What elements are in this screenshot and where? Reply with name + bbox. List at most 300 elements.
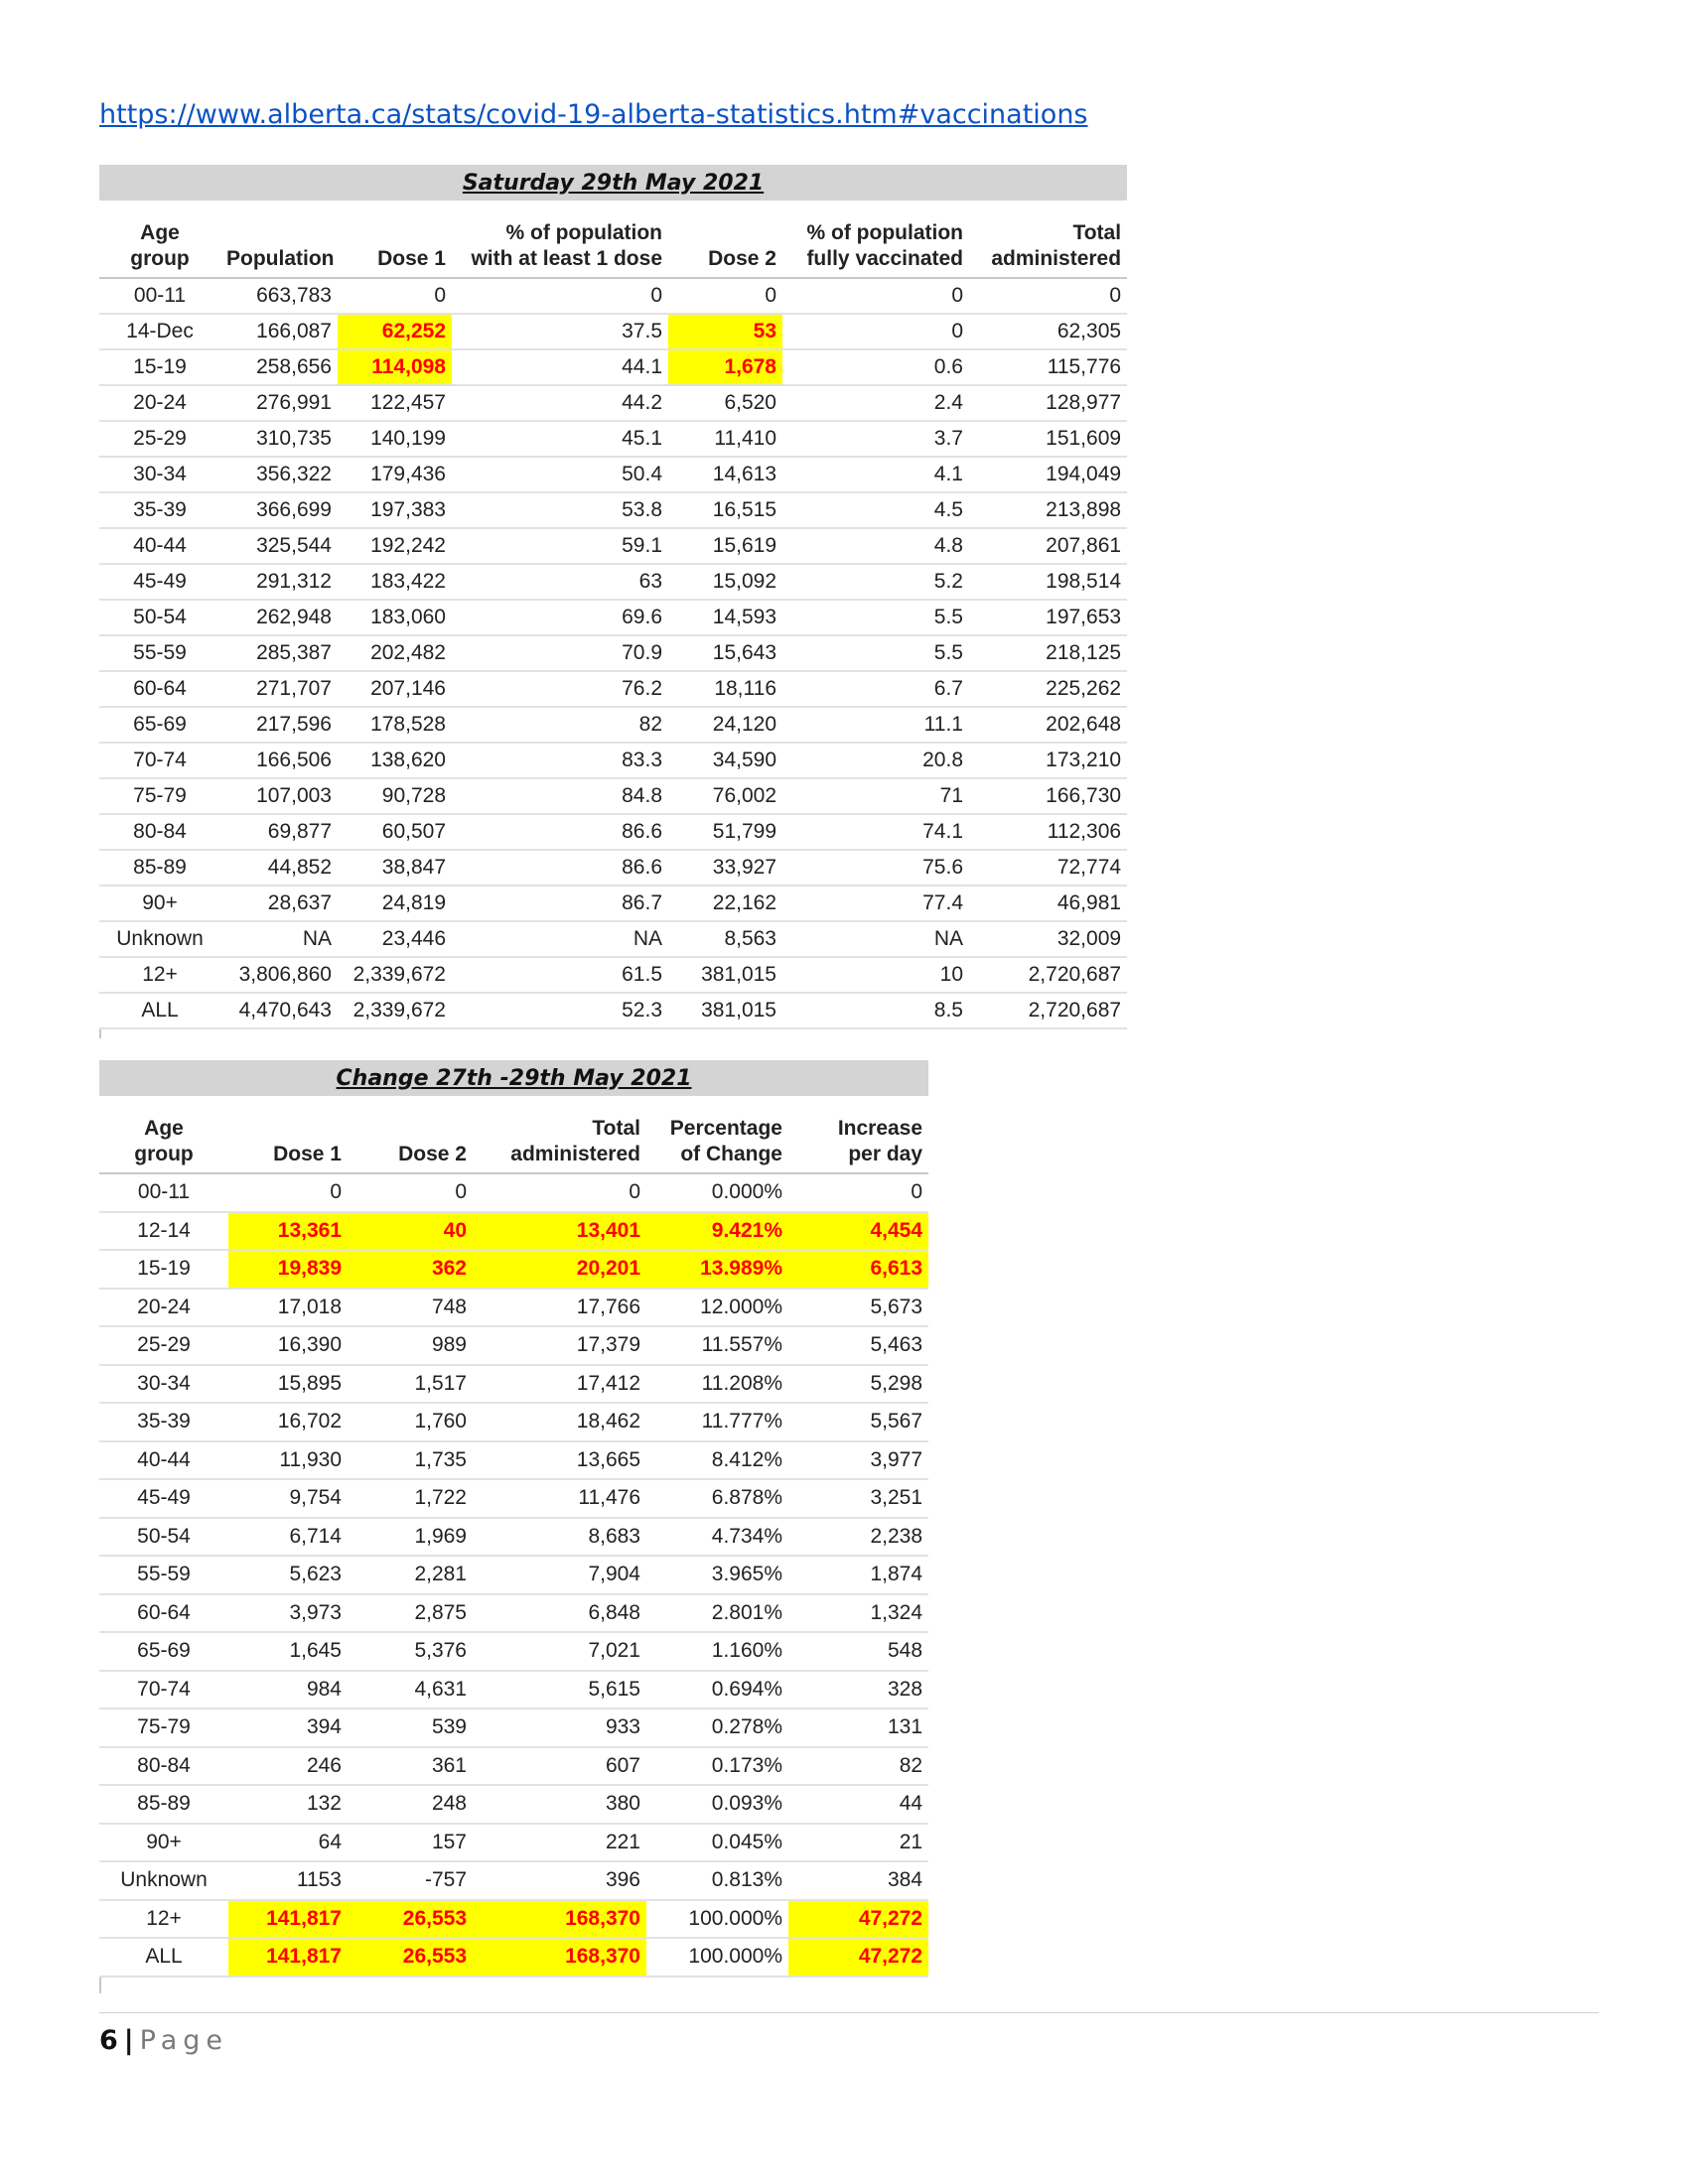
vaccination-table-age-cell: 15-19: [99, 349, 220, 385]
vaccination-table-value-cell: 24,819: [338, 886, 452, 921]
change-table-value-cell: 5,623: [228, 1556, 348, 1594]
vaccination-table-value-cell: 178,528: [338, 707, 452, 743]
vaccination-table-value-cell: NA: [220, 921, 338, 957]
vaccination-table-value-cell: 202,648: [969, 707, 1127, 743]
vaccination-table-value-cell: 197,653: [969, 600, 1127, 635]
change-table-row: [99, 1671, 928, 1709]
change-table-value-cell: 157: [348, 1824, 473, 1862]
vaccination-table-row: [99, 671, 1127, 707]
vaccination-table-row: [99, 457, 1127, 492]
change-table-age-cell: 00-11: [99, 1173, 228, 1212]
change-table-value-cell: 47,272: [788, 1938, 928, 1977]
source-link[interactable]: https://www.alberta.ca/stats/covid-19-alberta-statistics.htm#vaccinations: [99, 99, 1088, 130]
change-table-value-cell: 9,754: [228, 1479, 348, 1518]
change-table-age-cell: ALL: [99, 1938, 228, 1977]
change-table-value-cell: 394: [228, 1708, 348, 1747]
vaccination-table-row: [99, 743, 1127, 778]
change-table-value-cell: 47,272: [788, 1900, 928, 1939]
change-table-value-cell: 989: [348, 1326, 473, 1365]
change-table-value-cell: 2,281: [348, 1556, 473, 1594]
change-table-value-cell: 17,412: [473, 1365, 646, 1404]
vaccination-table-value-cell: 356,322: [220, 457, 338, 492]
footer-separator: |: [123, 2025, 134, 2056]
vaccination-table-value-cell: 4,470,643: [220, 993, 338, 1028]
change-table-row: [99, 1785, 928, 1824]
change-table-value-cell: 6,613: [788, 1250, 928, 1289]
change-table-row: [99, 1365, 928, 1404]
vaccination-table-row: [99, 600, 1127, 635]
change-table-row: [99, 1632, 928, 1671]
change-table-row: [99, 1250, 928, 1289]
change-table-age-cell: 60-64: [99, 1594, 228, 1633]
vaccination-table-value-cell: 217,596: [220, 707, 338, 743]
change-table-value-cell: 3,251: [788, 1479, 928, 1518]
vaccination-table-value-cell: 166,087: [220, 314, 338, 349]
vaccination-table-value-cell: 0.6: [782, 349, 969, 385]
change-table-column-header: Total administered: [473, 1116, 646, 1173]
change-table-value-cell: 5,615: [473, 1671, 646, 1709]
vaccination-table-age-cell: Unknown: [99, 921, 220, 957]
change-table-value-cell: 11,476: [473, 1479, 646, 1518]
change-table-column-header: Increase per day: [788, 1116, 928, 1173]
vaccination-table-value-cell: 59.1: [452, 528, 668, 564]
vaccination-table-value-cell: 75.6: [782, 850, 969, 886]
vaccination-table-value-cell: 62,305: [969, 314, 1127, 349]
change-table-value-cell: 221: [473, 1824, 646, 1862]
vaccination-table-age-cell: 55-59: [99, 635, 220, 671]
vaccination-table-value-cell: 325,544: [220, 528, 338, 564]
change-table-value-cell: 0.694%: [646, 1671, 788, 1709]
vaccination-table-value-cell: 34,590: [668, 743, 782, 778]
vaccination-table-value-cell: 50.4: [452, 457, 668, 492]
change-table-value-cell: 100.000%: [646, 1938, 788, 1977]
vaccination-table-column-header: Age group: [99, 220, 220, 278]
vaccination-table-value-cell: 77.4: [782, 886, 969, 921]
change-table-value-cell: 5,298: [788, 1365, 928, 1404]
vaccination-table-value-cell: 115,776: [969, 349, 1127, 385]
vaccination-table-row: [99, 564, 1127, 600]
vaccination-table-row: [99, 349, 1127, 385]
change-table-value-cell: 6.878%: [646, 1479, 788, 1518]
vaccination-table-spacer-cell: [99, 201, 1127, 220]
vaccination-table-value-cell: 90,728: [338, 778, 452, 814]
change-table-value-cell: 1,760: [348, 1403, 473, 1441]
change-table-value-cell: 0: [228, 1173, 348, 1212]
vaccination-table-value-cell: 112,306: [969, 814, 1127, 850]
change-table-age-cell: 55-59: [99, 1556, 228, 1594]
change-table-age-cell: 50-54: [99, 1518, 228, 1557]
vaccination-table-value-cell: 0: [782, 314, 969, 349]
vaccination-table-value-cell: 32,009: [969, 921, 1127, 957]
vaccination-table-row: [99, 707, 1127, 743]
change-table-age-cell: 80-84: [99, 1747, 228, 1786]
vaccination-table-age-cell: 30-34: [99, 457, 220, 492]
change-table-value-cell: 984: [228, 1671, 348, 1709]
change-table-value-cell: 2,875: [348, 1594, 473, 1633]
vaccination-table-row: [99, 635, 1127, 671]
change-table-row: [99, 1824, 928, 1862]
change-table-value-cell: 141,817: [228, 1938, 348, 1977]
vaccination-table-value-cell: 38,847: [338, 850, 452, 886]
vaccination-table-age-cell: 20-24: [99, 385, 220, 421]
vaccination-table-value-cell: 285,387: [220, 635, 338, 671]
change-table-row: [99, 1326, 928, 1365]
change-table-spacer: [99, 1096, 928, 1116]
vaccination-table-value-cell: 20.8: [782, 743, 969, 778]
vaccination-table-value-cell: 2.4: [782, 385, 969, 421]
page-footer: [99, 2025, 228, 2056]
vaccination-table-value-cell: 24,120: [668, 707, 782, 743]
change-table-value-cell: 0: [473, 1173, 646, 1212]
change-table-value-cell: 44: [788, 1785, 928, 1824]
change-table-value-cell: 168,370: [473, 1900, 646, 1939]
vaccination-table-value-cell: 4.5: [782, 492, 969, 528]
change-table-value-cell: 380: [473, 1785, 646, 1824]
vaccination-table-value-cell: 1,678: [668, 349, 782, 385]
vaccination-table-value-cell: 63: [452, 564, 668, 600]
change-table-value-cell: 933: [473, 1708, 646, 1747]
change-table-value-cell: 1,874: [788, 1556, 928, 1594]
vaccination-table-value-cell: 72,774: [969, 850, 1127, 886]
change-table-value-cell: 3,973: [228, 1594, 348, 1633]
change-table-value-cell: 0.278%: [646, 1708, 788, 1747]
page-number: 6: [99, 2025, 118, 2056]
change-table-row: [99, 1441, 928, 1480]
vaccination-table-value-cell: 53: [668, 314, 782, 349]
vaccination-table-column-header: Total administered: [969, 220, 1127, 278]
vaccination-table-age-cell: 60-64: [99, 671, 220, 707]
change-table-row: [99, 1747, 928, 1786]
page-label: Page: [139, 2025, 229, 2056]
vaccination-table-value-cell: 11,410: [668, 421, 782, 457]
change-table-value-cell: 6,714: [228, 1518, 348, 1557]
vaccination-table-value-cell: 82: [452, 707, 668, 743]
vaccination-table-age-cell: 85-89: [99, 850, 220, 886]
vaccination-table-value-cell: 194,049: [969, 457, 1127, 492]
vaccination-table-row: [99, 778, 1127, 814]
vaccination-table-age-cell: 25-29: [99, 421, 220, 457]
vaccination-table-age-cell: 65-69: [99, 707, 220, 743]
change-table-value-cell: 11.777%: [646, 1403, 788, 1441]
change-table-value-cell: 13,361: [228, 1212, 348, 1251]
vaccination-table-value-cell: 44,852: [220, 850, 338, 886]
change-table-value-cell: 362: [348, 1250, 473, 1289]
change-table-age-cell: 35-39: [99, 1403, 228, 1441]
vaccination-table-value-cell: 3.7: [782, 421, 969, 457]
vaccination-table-header-row: [99, 220, 1127, 278]
change-table-value-cell: 246: [228, 1747, 348, 1786]
change-table-value-cell: 0.000%: [646, 1173, 788, 1212]
change-table-value-cell: 0: [348, 1173, 473, 1212]
vaccination-table-value-cell: 2,339,672: [338, 993, 452, 1028]
change-table-age-cell: 30-34: [99, 1365, 228, 1404]
vaccination-table-value-cell: 0: [338, 278, 452, 314]
vaccination-table-value-cell: 14,613: [668, 457, 782, 492]
change-table-value-cell: 0: [788, 1173, 928, 1212]
vaccination-table-value-cell: 5.5: [782, 600, 969, 635]
vaccination-table-value-cell: 381,015: [668, 957, 782, 993]
vaccination-table-value-cell: 0: [668, 278, 782, 314]
change-table-value-cell: 64: [228, 1824, 348, 1862]
vaccination-table-column-header: % of population with at least 1 dose: [452, 220, 668, 278]
change-table-value-cell: 100.000%: [646, 1900, 788, 1939]
change-table-value-cell: 132: [228, 1785, 348, 1824]
change-table-value-cell: 18,462: [473, 1403, 646, 1441]
change-table-value-cell: 8.412%: [646, 1441, 788, 1480]
vaccination-table-age-cell: ALL: [99, 993, 220, 1028]
change-table-value-cell: 0.045%: [646, 1824, 788, 1862]
change-table-age-cell: 12+: [99, 1900, 228, 1939]
change-table-value-cell: 17,018: [228, 1289, 348, 1327]
vaccination-table-value-cell: 4.8: [782, 528, 969, 564]
footer-divider: [99, 2012, 1599, 2013]
vaccination-table-age-cell: 12+: [99, 957, 220, 993]
vaccination-table-value-cell: 0: [452, 278, 668, 314]
vaccination-table-value-cell: 70.9: [452, 635, 668, 671]
change-table-value-cell: 1,517: [348, 1365, 473, 1404]
vaccination-table-value-cell: 52.3: [452, 993, 668, 1028]
vaccination-table-value-cell: 83.3: [452, 743, 668, 778]
change-table-title: Change 27th -29th May 2021: [99, 1060, 928, 1096]
change-table-value-cell: 3,977: [788, 1441, 928, 1480]
change-table-age-cell: 15-19: [99, 1250, 228, 1289]
change-table-value-cell: 19,839: [228, 1250, 348, 1289]
change-table-value-cell: 1.160%: [646, 1632, 788, 1671]
change-table-value-cell: 1153: [228, 1861, 348, 1900]
change-table-value-cell: -757: [348, 1861, 473, 1900]
change-table: [99, 1060, 928, 1978]
change-table-age-cell: 12-14: [99, 1212, 228, 1251]
vaccination-table-value-cell: 291,312: [220, 564, 338, 600]
change-table-value-cell: 7,904: [473, 1556, 646, 1594]
vaccination-table-value-cell: 207,146: [338, 671, 452, 707]
vaccination-table-value-cell: 84.8: [452, 778, 668, 814]
change-table-age-cell: 70-74: [99, 1671, 228, 1709]
change-table-row: [99, 1938, 928, 1977]
vaccination-table-value-cell: 151,609: [969, 421, 1127, 457]
vaccination-table-value-cell: 271,707: [220, 671, 338, 707]
vaccination-table-title: Saturday 29th May 2021: [99, 165, 1127, 201]
change-table-value-cell: 17,379: [473, 1326, 646, 1365]
vaccination-table-value-cell: 15,619: [668, 528, 782, 564]
change-table-header-row: [99, 1116, 928, 1173]
vaccination-table-value-cell: 5.2: [782, 564, 969, 600]
vaccination-table-value-cell: 86.6: [452, 814, 668, 850]
change-table-value-cell: 1,722: [348, 1479, 473, 1518]
vaccination-table-value-cell: 15,092: [668, 564, 782, 600]
change-table-value-cell: 1,735: [348, 1441, 473, 1480]
vaccination-table-value-cell: 0: [969, 278, 1127, 314]
vaccination-table-row: [99, 421, 1127, 457]
vaccination-table-value-cell: 207,861: [969, 528, 1127, 564]
change-table-value-cell: 3.965%: [646, 1556, 788, 1594]
change-table-value-cell: 168,370: [473, 1938, 646, 1977]
change-table-value-cell: 361: [348, 1747, 473, 1786]
vaccination-table-value-cell: 0: [782, 278, 969, 314]
vaccination-table-age-cell: 70-74: [99, 743, 220, 778]
vaccination-table-value-cell: 18,116: [668, 671, 782, 707]
change-table-value-cell: 539: [348, 1708, 473, 1747]
vaccination-table-value-cell: 140,199: [338, 421, 452, 457]
vaccination-table-value-cell: 11.1: [782, 707, 969, 743]
vaccination-table-age-cell: 00-11: [99, 278, 220, 314]
vaccination-table-value-cell: 122,457: [338, 385, 452, 421]
change-table-value-cell: 7,021: [473, 1632, 646, 1671]
vaccination-table-row: [99, 528, 1127, 564]
vaccination-table-row: [99, 814, 1127, 850]
vaccination-table-value-cell: 183,422: [338, 564, 452, 600]
vaccination-table: [99, 165, 1127, 1029]
vaccination-table-value-cell: 16,515: [668, 492, 782, 528]
change-table-row: [99, 1403, 928, 1441]
vaccination-table-age-cell: 14-Dec: [99, 314, 220, 349]
vaccination-table-value-cell: 86.6: [452, 850, 668, 886]
vaccination-table-value-cell: 663,783: [220, 278, 338, 314]
change-table-column-header: Dose 2: [348, 1116, 473, 1173]
change-table-value-cell: 13,665: [473, 1441, 646, 1480]
change-table-row: [99, 1479, 928, 1518]
vaccination-table-value-cell: 71: [782, 778, 969, 814]
vaccination-table-value-cell: 10: [782, 957, 969, 993]
vaccination-table-value-cell: 166,506: [220, 743, 338, 778]
change-table-value-cell: 5,463: [788, 1326, 928, 1365]
change-table-value-cell: 1,324: [788, 1594, 928, 1633]
vaccination-table-value-cell: 3,806,860: [220, 957, 338, 993]
change-table-value-cell: 131: [788, 1708, 928, 1747]
change-table-age-cell: 40-44: [99, 1441, 228, 1480]
change-table-value-cell: 4,454: [788, 1212, 928, 1251]
change-table-value-cell: 9.421%: [646, 1212, 788, 1251]
change-table-value-cell: 1,645: [228, 1632, 348, 1671]
vaccination-table-value-cell: 46,981: [969, 886, 1127, 921]
vaccination-table-value-cell: 2,720,687: [969, 957, 1127, 993]
change-table-age-cell: 75-79: [99, 1708, 228, 1747]
change-table-value-cell: 13.989%: [646, 1250, 788, 1289]
change-table-value-cell: 5,567: [788, 1403, 928, 1441]
change-table-value-cell: 13,401: [473, 1212, 646, 1251]
vaccination-table-value-cell: 258,656: [220, 349, 338, 385]
change-table-value-cell: 40: [348, 1212, 473, 1251]
vaccination-table-value-cell: 60,507: [338, 814, 452, 850]
vaccination-table-age-cell: 50-54: [99, 600, 220, 635]
change-table-value-cell: 548: [788, 1632, 928, 1671]
vaccination-table-value-cell: 198,514: [969, 564, 1127, 600]
vaccination-table-value-cell: NA: [452, 921, 668, 957]
change-table-age-cell: 65-69: [99, 1632, 228, 1671]
vaccination-table-value-cell: 114,098: [338, 349, 452, 385]
vaccination-table-age-cell: 90+: [99, 886, 220, 921]
change-table-value-cell: 11.557%: [646, 1326, 788, 1365]
vaccination-table-value-cell: 8.5: [782, 993, 969, 1028]
vaccination-table-value-cell: 262,948: [220, 600, 338, 635]
vaccination-table-value-cell: 2,339,672: [338, 957, 452, 993]
change-table-value-cell: 11,930: [228, 1441, 348, 1480]
vaccination-table-value-cell: 74.1: [782, 814, 969, 850]
change-table-value-cell: 15,895: [228, 1365, 348, 1404]
change-table-value-cell: 0.173%: [646, 1747, 788, 1786]
change-table-value-cell: 82: [788, 1747, 928, 1786]
change-table-value-cell: 6,848: [473, 1594, 646, 1633]
vaccination-table-value-cell: 166,730: [969, 778, 1127, 814]
change-table-title-bar: [99, 1060, 928, 1096]
vaccination-table-value-cell: 276,991: [220, 385, 338, 421]
change-table-value-cell: 0.093%: [646, 1785, 788, 1824]
vaccination-table-value-cell: NA: [782, 921, 969, 957]
change-table-value-cell: 5,376: [348, 1632, 473, 1671]
change-table-age-cell: 85-89: [99, 1785, 228, 1824]
vaccination-table-age-cell: 45-49: [99, 564, 220, 600]
vaccination-table-value-cell: 107,003: [220, 778, 338, 814]
change-table-age-cell: 45-49: [99, 1479, 228, 1518]
change-table-value-cell: 17,766: [473, 1289, 646, 1327]
change-table-column-header: Percentage of Change: [646, 1116, 788, 1173]
vaccination-table-value-cell: 22,162: [668, 886, 782, 921]
vaccination-table-value-cell: 366,699: [220, 492, 338, 528]
change-table-age-cell: 25-29: [99, 1326, 228, 1365]
vaccination-table-value-cell: 310,735: [220, 421, 338, 457]
vaccination-table-value-cell: 51,799: [668, 814, 782, 850]
vaccination-table-value-cell: 2,720,687: [969, 993, 1127, 1028]
change-table-spacer-cell: [99, 1096, 928, 1116]
vaccination-table-value-cell: 61.5: [452, 957, 668, 993]
vaccination-table-age-cell: 40-44: [99, 528, 220, 564]
vaccination-table-value-cell: 44.2: [452, 385, 668, 421]
vaccination-table-age-cell: 75-79: [99, 778, 220, 814]
vaccination-table-value-cell: 192,242: [338, 528, 452, 564]
vaccination-table-age-cell: 80-84: [99, 814, 220, 850]
change-table-value-cell: 16,702: [228, 1403, 348, 1441]
change-table-column-header: Dose 1: [228, 1116, 348, 1173]
vaccination-table-title-bar: [99, 165, 1127, 201]
change-table-value-cell: 1,969: [348, 1518, 473, 1557]
vaccination-table-value-cell: 86.7: [452, 886, 668, 921]
vaccination-table-column-header: Dose 1: [338, 220, 452, 278]
change-table-value-cell: 4.734%: [646, 1518, 788, 1557]
change-table-row: [99, 1173, 928, 1212]
vaccination-table-value-cell: 28,637: [220, 886, 338, 921]
change-table-value-cell: 328: [788, 1671, 928, 1709]
change-table-row: [99, 1556, 928, 1594]
change-table-column-header: Age group: [99, 1116, 228, 1173]
change-table-value-cell: 16,390: [228, 1326, 348, 1365]
vaccination-table-value-cell: 138,620: [338, 743, 452, 778]
vaccination-table-value-cell: 76.2: [452, 671, 668, 707]
vaccination-table-row: [99, 278, 1127, 314]
vaccination-table-value-cell: 37.5: [452, 314, 668, 349]
vaccination-table-value-cell: 62,252: [338, 314, 452, 349]
change-table-value-cell: 21: [788, 1824, 928, 1862]
vaccination-table-value-cell: 53.8: [452, 492, 668, 528]
vaccination-table-value-cell: 23,446: [338, 921, 452, 957]
vaccination-table-value-cell: 6,520: [668, 385, 782, 421]
change-table-value-cell: 11.208%: [646, 1365, 788, 1404]
vaccination-table-value-cell: 6.7: [782, 671, 969, 707]
change-table-age-cell: 90+: [99, 1824, 228, 1862]
change-table-value-cell: 0.813%: [646, 1861, 788, 1900]
change-table-row: [99, 1594, 928, 1633]
vaccination-table-value-cell: 15,643: [668, 635, 782, 671]
vaccination-table-value-cell: 4.1: [782, 457, 969, 492]
change-table-value-cell: 12.000%: [646, 1289, 788, 1327]
vaccination-table-value-cell: 76,002: [668, 778, 782, 814]
vaccination-table-value-cell: 179,436: [338, 457, 452, 492]
change-table-value-cell: 5,673: [788, 1289, 928, 1327]
change-table-value-cell: 748: [348, 1289, 473, 1327]
change-table-value-cell: 20,201: [473, 1250, 646, 1289]
change-table-row: [99, 1708, 928, 1747]
change-table-value-cell: 396: [473, 1861, 646, 1900]
vaccination-table-value-cell: 128,977: [969, 385, 1127, 421]
